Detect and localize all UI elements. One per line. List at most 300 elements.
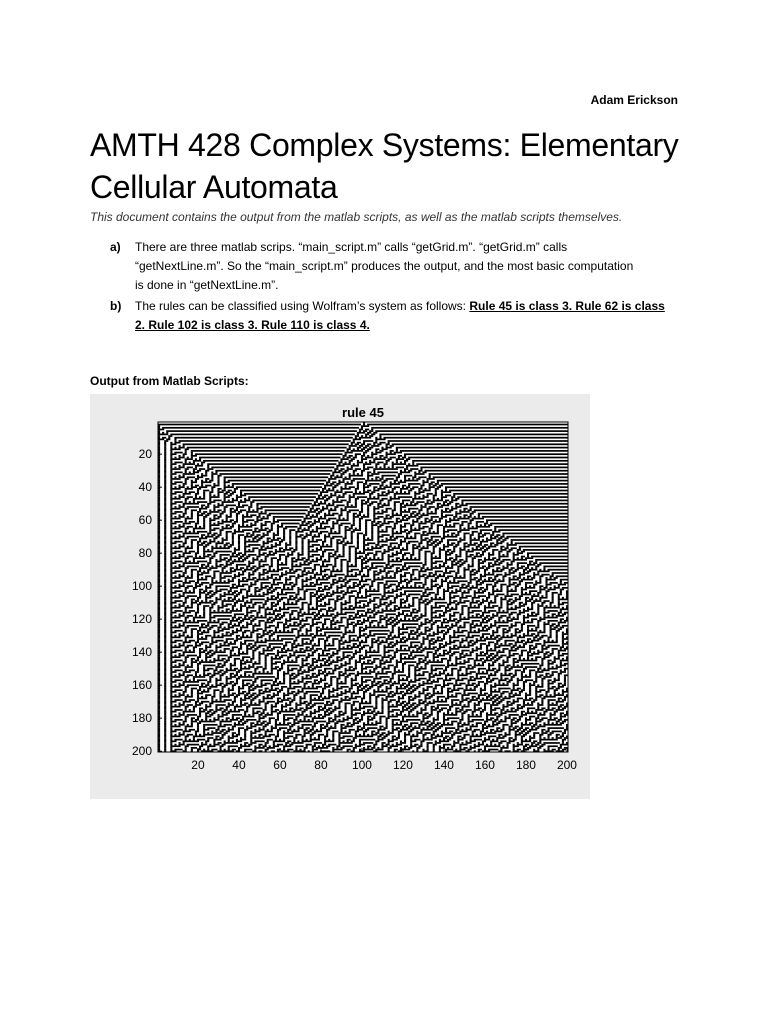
- grid-cell-run: [330, 529, 332, 531]
- grid-cell-run: [515, 622, 521, 624]
- grid-cell-run: [365, 434, 369, 436]
- grid-cell-run: [431, 516, 439, 518]
- grid-cell-run: [353, 516, 359, 518]
- grid-cell-run: [351, 467, 353, 469]
- grid-cell-run: [435, 584, 439, 586]
- grid-cell-run: [365, 640, 367, 642]
- grid-cell-run: [548, 615, 550, 617]
- grid-cell-run: [507, 592, 509, 594]
- grid-cell-run: [449, 641, 455, 643]
- grid-cell-run: [197, 632, 199, 634]
- grid-cell-run: [435, 572, 437, 574]
- grid-cell-run: [498, 552, 500, 554]
- grid-cell-run: [269, 587, 273, 589]
- grid-cell-run: [324, 501, 326, 503]
- grid-cell-run: [408, 605, 414, 607]
- grid-cell-run: [353, 439, 361, 441]
- grid-cell-run: [377, 585, 379, 587]
- grid-cell-run: [357, 442, 361, 444]
- grid-cell-run: [537, 572, 539, 574]
- grid-cell-run: [439, 646, 445, 648]
- grid-cell-run: [365, 524, 367, 526]
- list-item-text-line: “getNextLine.m”. So the “main_script.m” produces the output, and the most basic computation: [135, 259, 634, 273]
- grid-cell-run: [494, 595, 498, 597]
- grid-cell-run: [183, 552, 191, 554]
- grid-cell-run: [193, 620, 195, 622]
- grid-cell-run: [437, 505, 439, 507]
- grid-cell-run: [455, 505, 457, 507]
- grid-cell-run: [308, 552, 310, 554]
- grid-cell-run: [461, 638, 463, 640]
- grid-cell-run: [384, 592, 394, 594]
- grid-cell-run: [283, 602, 285, 604]
- grid-cell-run: [412, 478, 414, 480]
- grid-cell-run: [379, 467, 381, 469]
- grid-cell-run: [420, 645, 422, 647]
- grid-cell-run: [213, 533, 217, 535]
- grid-cell-run: [314, 564, 320, 566]
- grid-cell-run: [187, 506, 199, 508]
- grid-cell-run: [474, 590, 476, 592]
- grid-cell-run: [312, 618, 320, 620]
- grid-cell-run: [310, 594, 312, 596]
- grid-cell-run: [291, 567, 293, 569]
- grid-cell-run: [297, 587, 299, 589]
- grid-cell-run: [232, 608, 234, 610]
- grid-cell-run: [392, 534, 394, 536]
- grid-cell-run: [476, 613, 480, 615]
- grid-cell-run: [359, 632, 361, 634]
- grid-cell-run: [523, 633, 525, 635]
- grid-cell-run: [367, 448, 371, 450]
- grid-cell-run: [529, 592, 531, 594]
- grid-cell-run: [203, 511, 207, 513]
- grid-cell-run: [213, 630, 215, 632]
- grid-cell-run: [185, 468, 189, 470]
- grid-cell-run: [457, 561, 461, 563]
- grid-cell-run: [158, 434, 168, 436]
- grid-cell-run: [244, 569, 252, 571]
- grid-cell-run: [236, 564, 246, 566]
- grid-cell-run: [326, 490, 334, 492]
- grid-cell-run: [174, 536, 176, 538]
- grid-cell-run: [455, 562, 459, 564]
- grid-cell-run: [306, 630, 312, 632]
- grid-cell-run: [308, 610, 310, 612]
- grid-cell-run: [449, 602, 455, 604]
- grid-cell-run: [390, 542, 398, 544]
- grid-cell-run: [246, 566, 250, 568]
- grid-cell-run: [170, 612, 176, 614]
- grid-cell-run: [338, 514, 342, 516]
- grid-cell-run: [279, 549, 281, 551]
- grid-cell-run: [420, 613, 422, 615]
- grid-cell-run: [322, 562, 324, 564]
- grid-cell-run: [185, 472, 187, 474]
- grid-cell-run: [509, 579, 519, 581]
- grid-cell-run: [189, 531, 191, 533]
- grid-cell-run: [197, 542, 199, 544]
- grid-cell-run: [439, 643, 443, 645]
- grid-cell-run: [232, 561, 244, 563]
- grid-cell-run: [183, 584, 185, 586]
- grid-cell-run: [459, 613, 463, 615]
- grid-cell-run: [191, 480, 193, 482]
- grid-cell-run: [478, 630, 488, 632]
- grid-cell-run: [451, 623, 453, 625]
- grid-cell-run: [455, 513, 461, 515]
- grid-cell-run: [500, 587, 502, 589]
- grid-cell-run: [187, 496, 193, 498]
- grid-cell-run: [480, 575, 486, 577]
- grid-cell-run: [185, 491, 187, 493]
- grid-cell-run: [293, 571, 297, 573]
- grid-cell-run: [306, 579, 312, 581]
- grid-cell-run: [324, 645, 334, 647]
- grid-cell-run: [205, 648, 207, 650]
- grid-cell-run: [496, 627, 500, 629]
- grid-cell-run: [388, 491, 394, 493]
- grid-cell-run: [179, 643, 181, 645]
- grid-cell-run: [209, 567, 217, 569]
- grid-cell-run: [215, 561, 221, 563]
- grid-cell-run: [363, 514, 365, 516]
- grid-cell-run: [377, 526, 381, 528]
- grid-cell-run: [461, 608, 463, 610]
- grid-cell-run: [441, 584, 443, 586]
- grid-cell-run: [338, 531, 340, 533]
- grid-cell-run: [215, 562, 217, 564]
- grid-cell-run: [197, 637, 199, 639]
- grid-cell-run: [189, 610, 195, 612]
- grid-cell-run: [271, 523, 275, 525]
- grid-cell-run: [228, 627, 234, 629]
- grid-cell-run: [310, 584, 312, 586]
- grid-cell-run: [435, 519, 437, 521]
- grid-cell-run: [367, 443, 371, 445]
- grid-cell-run: [357, 485, 359, 487]
- grid-cell-run: [425, 569, 433, 571]
- grid-cell-run: [361, 622, 365, 624]
- grid-cell-run: [355, 557, 361, 559]
- grid-cell-run: [468, 544, 476, 546]
- grid-cell-run: [494, 600, 496, 602]
- grid-cell-run: [179, 440, 351, 442]
- grid-cell-run: [183, 582, 191, 584]
- grid-cell-run: [183, 463, 195, 465]
- grid-cell-run: [185, 640, 187, 642]
- grid-cell-run: [361, 562, 367, 564]
- grid-cell-run: [277, 622, 283, 624]
- grid-cell-run: [197, 476, 203, 478]
- grid-cell-run: [322, 613, 324, 615]
- grid-cell-run: [545, 646, 549, 648]
- grid-cell-run: [283, 605, 285, 607]
- grid-cell-run: [396, 521, 402, 523]
- grid-cell-run: [285, 557, 287, 559]
- grid-cell-run: [261, 585, 263, 587]
- grid-cell-run: [375, 450, 377, 452]
- grid-cell-run: [455, 572, 459, 574]
- grid-cell-run: [365, 638, 367, 640]
- grid-cell-run: [349, 557, 351, 559]
- grid-cell-run: [525, 582, 533, 584]
- grid-cell-run: [195, 496, 197, 498]
- grid-cell-run: [205, 597, 211, 599]
- grid-cell-run: [379, 455, 383, 457]
- grid-cell-run: [275, 577, 277, 579]
- grid-cell-run: [420, 534, 428, 536]
- grid-cell-run: [552, 600, 554, 602]
- grid-cell-run: [545, 585, 547, 587]
- grid-cell-run: [447, 604, 451, 606]
- grid-cell-run: [381, 554, 383, 556]
- grid-cell-run: [240, 645, 242, 647]
- grid-cell-run: [365, 450, 369, 452]
- grid-cell-run: [353, 627, 355, 629]
- grid-cell-run: [217, 610, 219, 612]
- grid-cell-run: [248, 574, 254, 576]
- grid-cell-run: [164, 585, 166, 587]
- grid-cell-run: [355, 435, 359, 437]
- grid-cell-run: [328, 533, 340, 535]
- grid-cell-run: [256, 518, 258, 520]
- grid-cell-run: [203, 612, 205, 614]
- grid-cell-run: [511, 589, 513, 591]
- grid-cell-run: [189, 590, 191, 592]
- grid-cell-run: [418, 554, 420, 556]
- grid-cell-run: [170, 503, 176, 505]
- grid-cell-run: [334, 476, 342, 478]
- grid-cell-run: [392, 529, 394, 531]
- grid-cell-run: [238, 582, 240, 584]
- grid-cell-run: [203, 551, 213, 553]
- grid-cell-run: [412, 571, 414, 573]
- grid-cell-run: [500, 546, 504, 548]
- grid-cell-run: [439, 549, 445, 551]
- grid-cell-run: [361, 613, 363, 615]
- grid-cell-run: [537, 622, 539, 624]
- grid-cell-run: [164, 572, 166, 574]
- grid-cell-run: [379, 435, 381, 437]
- grid-cell-run: [213, 500, 221, 502]
- grid-cell-run: [425, 582, 427, 584]
- grid-cell-run: [238, 559, 240, 561]
- grid-cell-run: [414, 533, 420, 535]
- grid-cell-run: [164, 638, 166, 640]
- grid-cell-run: [439, 518, 443, 520]
- grid-cell-run: [185, 579, 187, 581]
- grid-cell-run: [400, 549, 408, 551]
- grid-cell-run: [164, 646, 166, 648]
- grid-cell-run: [269, 617, 273, 619]
- grid-cell-run: [254, 641, 266, 643]
- grid-cell-run: [170, 546, 172, 548]
- grid-cell-run: [279, 608, 289, 610]
- grid-cell-run: [373, 575, 375, 577]
- grid-cell-run: [390, 457, 396, 459]
- grid-cell-run: [230, 622, 232, 624]
- grid-cell-run: [416, 478, 420, 480]
- grid-cell-run: [511, 612, 517, 614]
- grid-cell-run: [267, 577, 273, 579]
- grid-cell-run: [507, 542, 509, 544]
- grid-cell-run: [285, 547, 287, 549]
- grid-cell-run: [410, 503, 412, 505]
- grid-cell-run: [365, 625, 367, 627]
- grid-cell-run: [418, 571, 426, 573]
- grid-cell-run: [322, 551, 326, 553]
- grid-cell-run: [170, 523, 176, 525]
- grid-cell-run: [459, 554, 461, 556]
- grid-cell-run: [232, 534, 234, 536]
- grid-cell-run: [226, 604, 232, 606]
- grid-cell-run: [308, 511, 316, 513]
- grid-cell-run: [187, 486, 189, 488]
- grid-cell-run: [388, 501, 390, 503]
- grid-cell-run: [431, 618, 433, 620]
- grid-cell-run: [552, 597, 554, 599]
- grid-cell-run: [213, 516, 215, 518]
- grid-cell-run: [396, 478, 398, 480]
- grid-cell-run: [347, 567, 349, 569]
- grid-cell-run: [427, 509, 429, 511]
- grid-cell-run: [322, 506, 324, 508]
- grid-cell-run: [418, 574, 420, 576]
- grid-cell-run: [365, 429, 369, 431]
- grid-cell-run: [384, 465, 386, 467]
- grid-cell-run: [302, 544, 304, 546]
- grid-cell-run: [406, 567, 410, 569]
- grid-cell-run: [400, 646, 402, 648]
- grid-cell-run: [334, 615, 338, 617]
- grid-cell-run: [291, 602, 293, 604]
- grid-cell-run: [220, 529, 224, 531]
- grid-cell-run: [443, 564, 445, 566]
- grid-cell-run: [232, 585, 234, 587]
- grid-cell-run: [398, 481, 406, 483]
- grid-cell-run: [162, 427, 359, 429]
- grid-cell-run: [273, 534, 279, 536]
- grid-cell-run: [320, 572, 322, 574]
- grid-cell-run: [371, 643, 373, 645]
- grid-cell-run: [377, 511, 379, 513]
- grid-cell-run: [498, 529, 568, 531]
- grid-cell-run: [498, 620, 500, 622]
- grid-cell-run: [433, 546, 437, 548]
- grid-cell-run: [507, 607, 509, 609]
- grid-cell-run: [361, 579, 363, 581]
- grid-cell-run: [509, 577, 511, 579]
- grid-cell-run: [340, 564, 342, 566]
- grid-cell-run: [238, 529, 240, 531]
- grid-cell-run: [279, 577, 281, 579]
- grid-cell-run: [250, 610, 256, 612]
- grid-cell-run: [302, 547, 304, 549]
- grid-cell-run: [394, 635, 396, 637]
- grid-cell-run: [291, 559, 293, 561]
- grid-cell-run: [244, 544, 246, 546]
- grid-cell-run: [386, 620, 390, 622]
- grid-cell-run: [316, 508, 320, 510]
- grid-cell-run: [289, 533, 291, 535]
- grid-cell-run: [496, 542, 502, 544]
- grid-cell-run: [295, 645, 303, 647]
- grid-cell-run: [183, 513, 187, 515]
- grid-cell-run: [338, 516, 340, 518]
- grid-cell-run: [265, 528, 269, 530]
- grid-cell-run: [361, 569, 363, 571]
- grid-cell-run: [527, 632, 529, 634]
- grid-cell-run: [174, 481, 182, 483]
- grid-cell-run: [527, 552, 568, 554]
- grid-cell-run: [236, 566, 238, 568]
- grid-cell-run: [308, 554, 310, 556]
- grid-cell-run: [213, 575, 215, 577]
- grid-cell-run: [285, 641, 291, 643]
- grid-cell-run: [515, 597, 517, 599]
- grid-cell-run: [234, 490, 236, 492]
- grid-cell-run: [484, 574, 494, 576]
- grid-cell-run: [336, 542, 342, 544]
- grid-cell-run: [543, 617, 557, 619]
- grid-cell-run: [439, 597, 441, 599]
- grid-cell-run: [396, 595, 402, 597]
- grid-cell-run: [463, 514, 467, 516]
- grid-cell-run: [365, 561, 369, 563]
- grid-cell-run: [332, 536, 342, 538]
- grid-cell-run: [359, 627, 363, 629]
- grid-cell-run: [289, 582, 293, 584]
- grid-cell-run: [400, 559, 421, 561]
- grid-cell-run: [312, 646, 314, 648]
- grid-cell-run: [170, 602, 176, 604]
- grid-cell-run: [287, 625, 299, 627]
- grid-cell-run: [353, 643, 357, 645]
- grid-cell-run: [453, 645, 457, 647]
- grid-cell-run: [203, 615, 205, 617]
- grid-cell-run: [394, 546, 396, 548]
- grid-cell-run: [285, 556, 289, 558]
- grid-cell-run: [466, 556, 472, 558]
- grid-cell-run: [267, 618, 271, 620]
- grid-cell-run: [359, 445, 363, 447]
- grid-cell-run: [279, 575, 283, 577]
- grid-cell-run: [316, 627, 320, 629]
- grid-cell-run: [537, 638, 541, 640]
- grid-cell-run: [205, 646, 211, 648]
- grid-cell-run: [242, 625, 244, 627]
- grid-cell-run: [363, 440, 373, 442]
- grid-cell-run: [439, 564, 441, 566]
- grid-cell-run: [396, 589, 402, 591]
- grid-cell-run: [195, 524, 197, 526]
- grid-cell-run: [185, 559, 187, 561]
- grid-cell-run: [558, 612, 562, 614]
- grid-cell-run: [359, 519, 361, 521]
- grid-cell-run: [283, 646, 285, 648]
- grid-cell-run: [205, 585, 207, 587]
- grid-cell-run: [404, 524, 406, 526]
- grid-cell-run: [425, 632, 427, 634]
- grid-cell-run: [279, 599, 283, 601]
- grid-cell-run: [340, 511, 342, 513]
- grid-cell-run: [386, 445, 388, 447]
- grid-cell-run: [420, 623, 426, 625]
- grid-cell-run: [211, 478, 213, 480]
- grid-cell-run: [431, 536, 441, 538]
- grid-cell-run: [353, 493, 365, 495]
